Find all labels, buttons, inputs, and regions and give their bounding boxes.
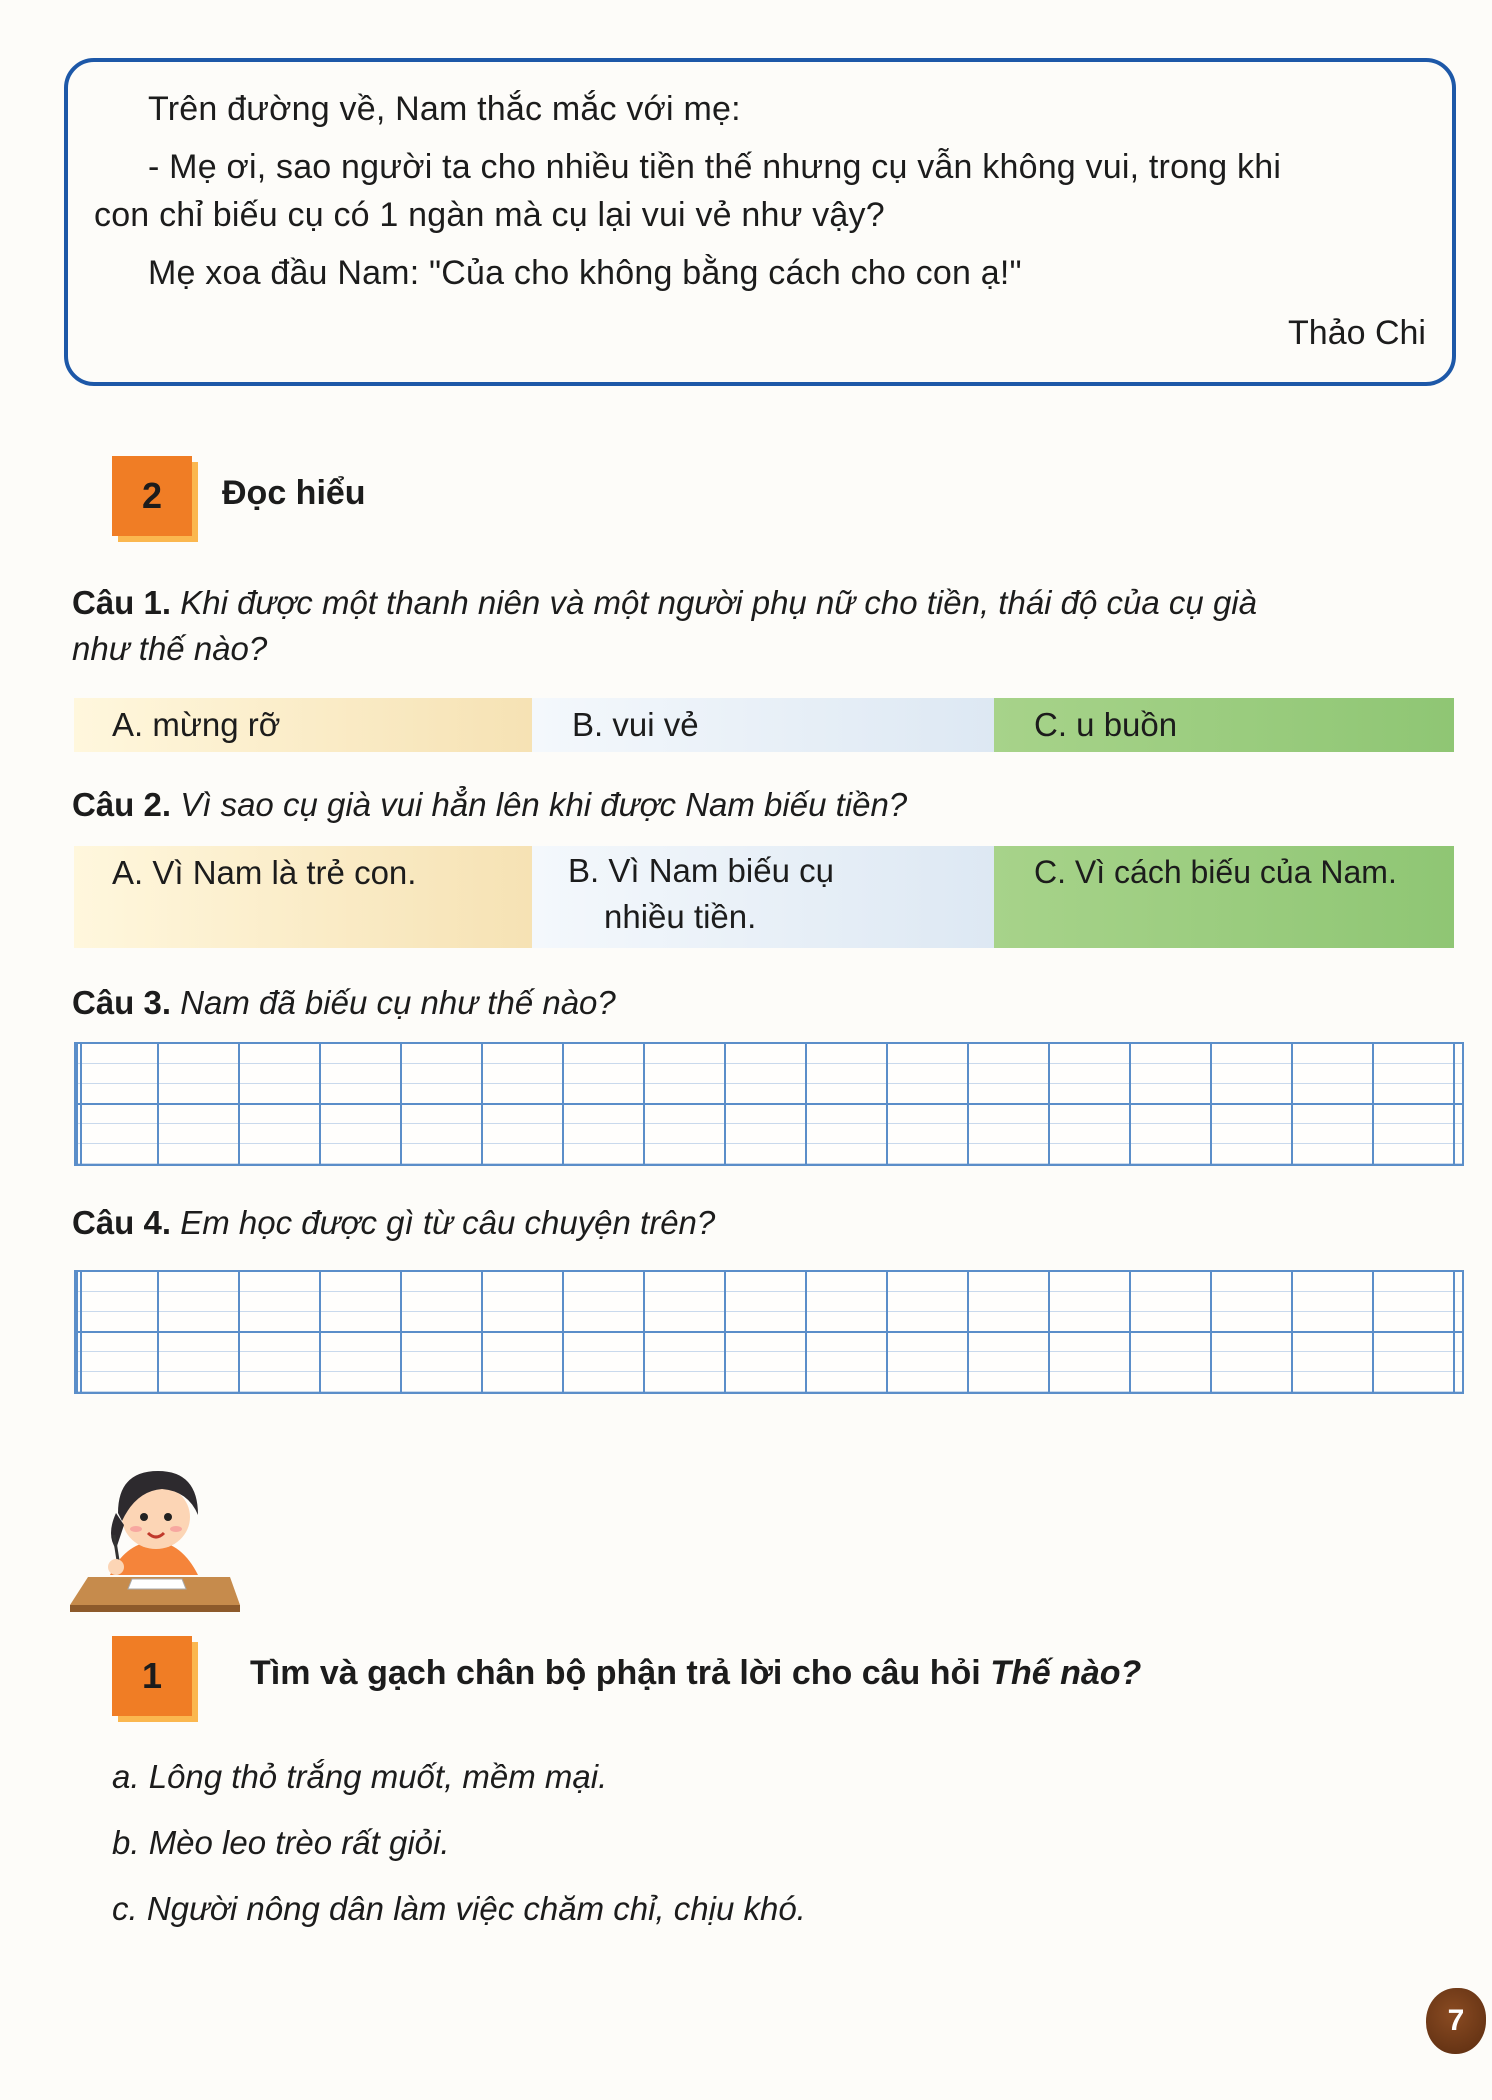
page-number: 7 [1426, 1988, 1486, 2054]
q2-option-c[interactable]: C. Vì cách biếu của Nam. [994, 846, 1454, 948]
q2-option-b[interactable] [532, 846, 994, 948]
question-1 [72, 580, 1257, 672]
question-2-text: Vì sao cụ già vui hẳn lên khi được Nam biếu tiền? [180, 786, 908, 823]
exercise-title-text: Tìm và gạch chân bộ phận trả lời cho câu hỏi [250, 1654, 991, 1692]
question-1-text: Khi được một thanh niên và một người phụ nữ cho tiền, thái độ của cụ già [180, 584, 1257, 621]
q1-option-c[interactable]: C. u buồn [994, 698, 1454, 752]
story-author: Thảo Chi [1288, 314, 1426, 352]
story-line-4: Mẹ xoa đầu Nam: "Của cho không bằng cách cho con ạ!" [148, 254, 1022, 292]
q2-option-b-line2: nhiều tiền. [604, 898, 757, 935]
story-line-2: - Mẹ ơi, sao người ta cho nhiều tiền thế nhưng cụ vẫn không vui, trong khi [148, 148, 1282, 186]
question-3-label: Câu 3. [72, 984, 172, 1021]
story-line-3: con chỉ biếu cụ có 1 ngàn mà cụ lại vui vẻ như vậy? [94, 196, 885, 234]
exercise-item-a: a. Lông thỏ trắng muốt, mềm mại. [112, 1758, 608, 1795]
section-number-badge: 2 [112, 456, 192, 536]
question-4 [72, 1200, 715, 1246]
exercise-number-badge: 1 [112, 1636, 192, 1716]
exercise-title [250, 1654, 1141, 1693]
exercise-title-emphasis: Thế nào? [990, 1654, 1142, 1692]
q2-option-b-line1: B. Vì Nam biếu cụ [568, 852, 834, 889]
question-2-options [74, 846, 1454, 948]
question-3-text: Nam đã biếu cụ như thế nào? [180, 984, 616, 1021]
story-box [64, 58, 1456, 386]
question-4-text: Em học được gì từ câu chuyện trên? [180, 1204, 716, 1241]
question-1-label: Câu 1. [72, 584, 172, 621]
question-1-options [74, 698, 1454, 752]
exercise-item-c: c. Người nông dân làm việc chăm chỉ, chịu khó. [112, 1890, 806, 1927]
question-4-label: Câu 4. [72, 1204, 172, 1241]
exercise-item-b: b. Mèo leo trèo rất giỏi. [112, 1824, 450, 1861]
question-3 [72, 980, 616, 1026]
q1-option-b[interactable]: B. vui vẻ [532, 698, 994, 752]
story-line-1: Trên đường về, Nam thắc mắc với mẹ: [148, 90, 741, 128]
girl-writing-illustration [70, 1455, 240, 1615]
question-2-label: Câu 2. [72, 786, 172, 823]
answer-grid-q3[interactable] [74, 1042, 1464, 1166]
question-2 [72, 782, 907, 828]
q1-option-a[interactable]: A. mừng rỡ [74, 698, 532, 752]
answer-grid-q4[interactable] [74, 1270, 1464, 1394]
question-1-text-cont: như thế nào? [72, 630, 268, 667]
section-title: Đọc hiểu [222, 474, 366, 512]
q2-option-a[interactable]: A. Vì Nam là trẻ con. [74, 846, 532, 948]
